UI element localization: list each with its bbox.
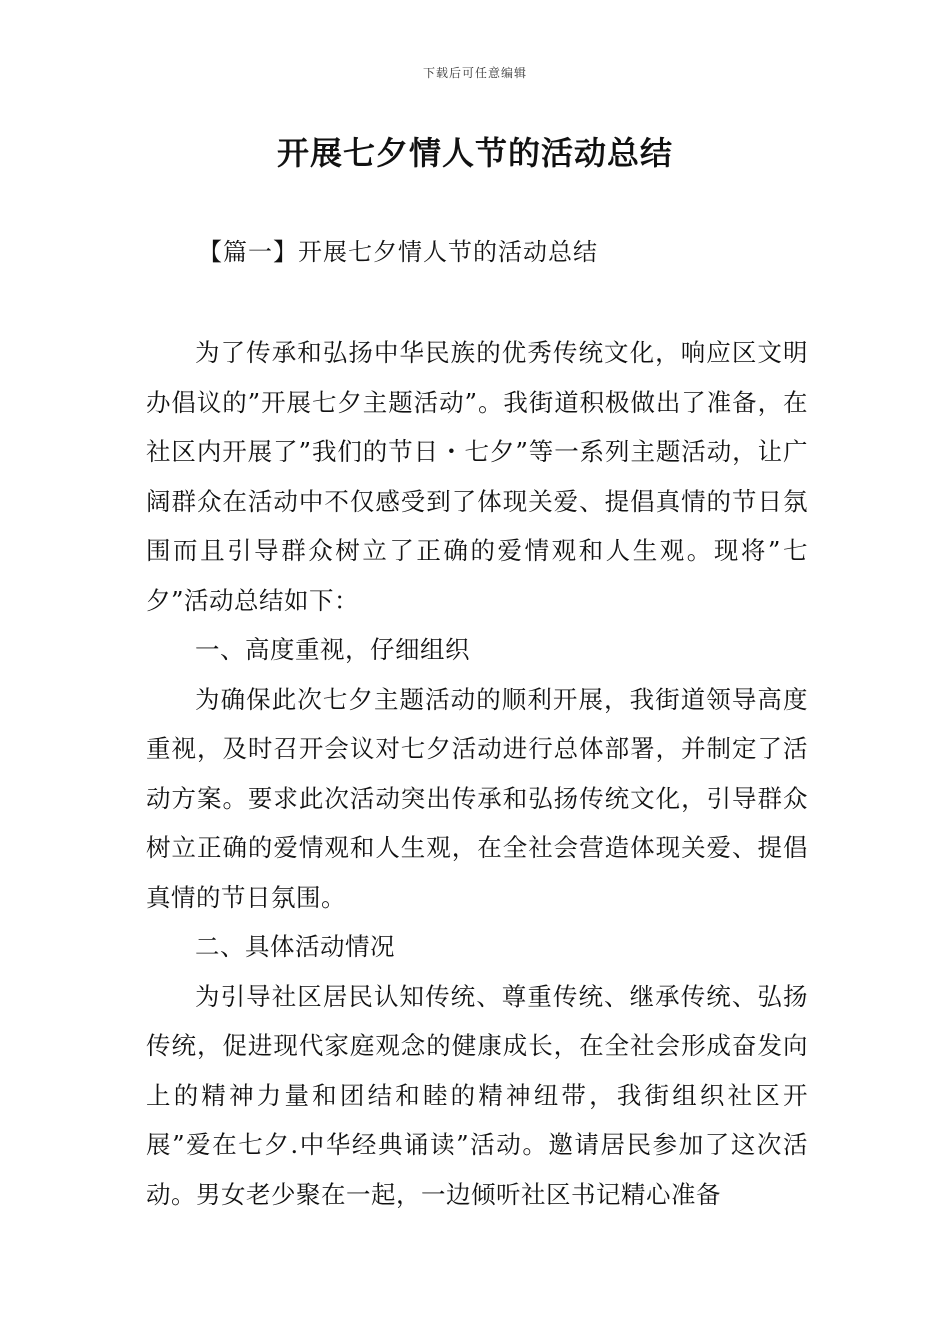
heading-section-1: 一、高度重视，仔细组织	[195, 635, 470, 664]
paragraph-section-1: 为确保此次七夕主题活动的顺利开展，我街道领导高度重视，及时召开会议对七夕活动进行总体部署，并制定了活动方案。要求此次活动突出传承和弘扬传统文化，引导群众树立正确的爱情观和人生观，在全社会营造体现关爱、提倡真情的节日氛围。	[146, 684, 808, 912]
header-note: 下载后可任意编辑	[422, 66, 527, 80]
paragraph-section-2: 为引导社区居民认知传统、尊重传统、继承传统、弘扬传统，促进现代家庭观念的健康成长，在全社会形成奋发向上的精神力量和团结和睦的精神纽带，我街组织社区开展”爱在七夕.中华经典诵读”活动。邀请居民参加了这次活动。男女老少聚在一起，一边倾听社区书记精心准备	[146, 981, 808, 1209]
document-body	[146, 328, 808, 1219]
heading-section-2: 二、具体活动情况	[195, 932, 395, 961]
paragraph-intro: 为了传承和弘扬中华民族的优秀传统文化，响应区文明办倡议的”开展七夕主题活动”。我街道积极做出了准备，在社区内开展了”我们的节日・七夕”等一系列主题活动，让广阔群众在活动中不仅感受到了体现关爱、提倡真情的节日氛围而且引导群众树立了正确的爱情观和人生观。现将”七夕”活动总结如下：	[146, 338, 808, 615]
document-title: 开展七夕情人节的活动总结	[276, 134, 673, 172]
section-subtitle: 【篇一】开展七夕情人节的活动总结	[198, 238, 598, 266]
